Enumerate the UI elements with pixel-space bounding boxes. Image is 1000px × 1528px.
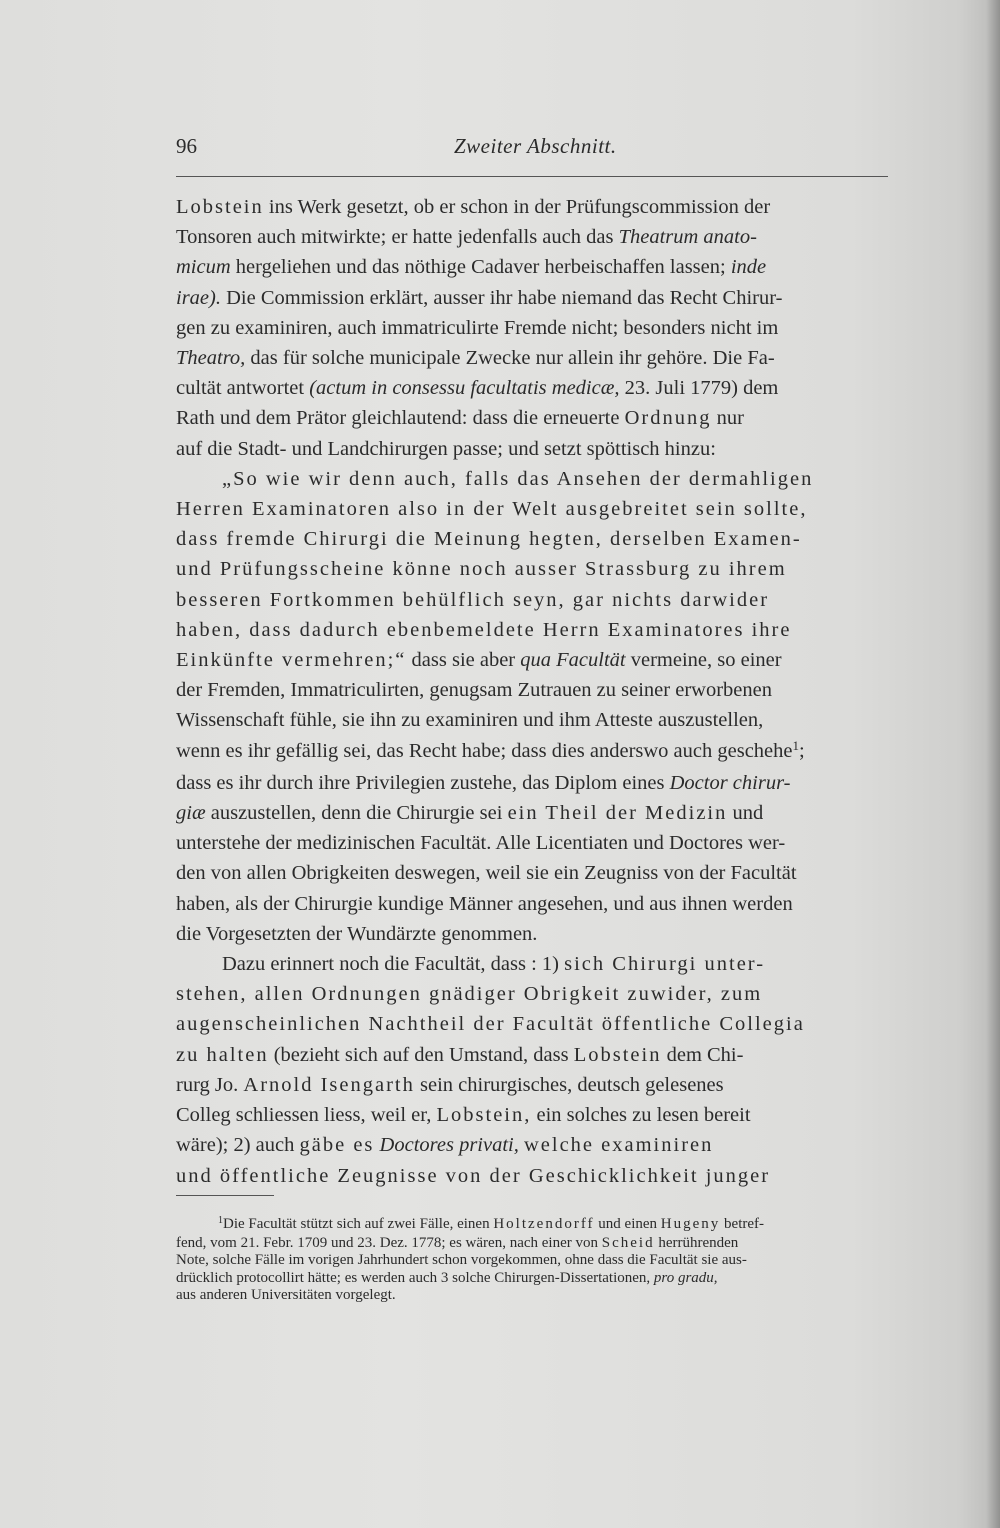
footnote-marker: 1 — [792, 737, 800, 753]
text-line — [176, 1161, 888, 1191]
quote-line — [176, 585, 888, 615]
footnote-run: aus anderen Universitäten vorgelegt. — [176, 1287, 396, 1304]
spaced-phrase: Ordnung — [624, 407, 712, 430]
person-name: Hugeny — [660, 1216, 721, 1232]
italic-phrase: Doctores privati, — [379, 1134, 519, 1157]
text-line — [176, 828, 888, 858]
quote-run: und Prüfungsscheine könne noch ausser Strassburg zu ihrem — [176, 558, 787, 581]
text-line-part — [176, 1040, 743, 1070]
page-edge-shadow — [986, 0, 1000, 1528]
text-run: dass sie aber — [411, 649, 516, 672]
text-run: cultät antwortet — [176, 377, 305, 400]
quote-run: haben, dass dadurch ebenbemeldete Herrn Examinatores ihre — [176, 618, 792, 641]
text-run: den von allen Obrigkeiten deswegen, weil sie ein Zeugniss von der Facultät — [176, 862, 797, 885]
footnote-rule — [176, 1195, 274, 1196]
text-line — [176, 1070, 888, 1100]
text-line-part — [176, 343, 775, 373]
text-line — [176, 313, 888, 343]
text-line — [176, 252, 888, 282]
quote-run: dass fremde Chirurgi die Meinung hegten, derselben Examen- — [176, 528, 802, 551]
spaced-phrase: zu halten — [176, 1043, 269, 1066]
text-line — [176, 705, 888, 735]
text-line — [176, 675, 888, 705]
text-line-part — [176, 1100, 751, 1130]
italic-phrase: Theatro, — [176, 347, 246, 370]
text-line — [176, 768, 888, 798]
body-text — [176, 192, 888, 1191]
text-line — [176, 192, 888, 222]
text-run: wäre); 2) auch — [176, 1134, 295, 1157]
footnote-line — [176, 1235, 888, 1253]
footnote-line-part — [176, 1235, 738, 1253]
page-header — [176, 134, 888, 168]
text-line — [176, 1100, 888, 1130]
text-run: haben, als der Chirurgie kundige Männer angesehen, und aus ihnen werden — [176, 892, 793, 915]
spaced-phrase: sich Chirurgi unter- — [564, 953, 766, 976]
text-line — [176, 858, 888, 888]
text-line-part — [222, 949, 765, 979]
text-line-part — [176, 645, 782, 675]
text-line — [176, 343, 888, 373]
spaced-phrase: Einkünfte vermehren;“ — [176, 649, 407, 672]
text-run: auszustellen, denn die Chirurgie sei — [210, 802, 503, 825]
text-run: nur — [716, 407, 744, 430]
text-line-part — [176, 222, 757, 252]
text-run: unterstehe der medizinischen Facultät. Alle Licentiaten und Doctores wer- — [176, 832, 786, 855]
text-run: Colleg schliessen liess, weil er, — [176, 1104, 432, 1127]
quote-line — [176, 464, 888, 494]
header-rule — [176, 176, 888, 177]
text-line — [176, 1009, 888, 1039]
text-run: dem Chi- — [666, 1043, 744, 1066]
person-name: Arnold Isengarth — [243, 1073, 415, 1096]
text-line-part — [176, 1070, 724, 1100]
text-run: ins Werk gesetzt, ob er schon in der Prüfungscommission der — [268, 196, 771, 218]
footnote-run: betref- — [724, 1216, 764, 1232]
person-name: Lobstein, — [436, 1104, 532, 1127]
text-run: 23. Juli 1779) dem — [624, 377, 779, 400]
text-run: Die Commission erklärt, ausser ihr habe niemand das Recht Chirur- — [226, 286, 783, 309]
quote-line — [176, 615, 888, 645]
text-line-part — [176, 252, 766, 282]
text-run: der Fremden, Immatriculirten, genugsam Zutrauen zu seiner erworbenen — [176, 679, 772, 702]
footnote-run: herrührenden — [658, 1234, 739, 1251]
text-run: sein chirurgisches, deutsch gelesenes — [420, 1073, 724, 1096]
footnote-number: 1 — [218, 1215, 223, 1226]
text-run: gen zu examiniren, auch immatriculirte Fremde nicht; besonders nicht im — [176, 316, 779, 339]
footnote-run: fend, vom 21. Febr. 1709 und 23. Dez. 1778; es wären, nach einer von — [176, 1234, 598, 1251]
italic-phrase: (actum in consessu facultatis medicæ, — [309, 377, 620, 400]
text-line — [176, 373, 888, 403]
person-name: Holtzendorff — [493, 1216, 595, 1232]
italic-phrase: pro gradu, — [653, 1269, 718, 1286]
footnote-run: Die Facultät stützt sich auf zwei Fälle, einen — [223, 1216, 490, 1232]
text-run: rurg Jo. — [176, 1073, 239, 1096]
italic-phrase: giæ — [176, 802, 206, 825]
running-title: Zweiter Abschnitt. — [454, 134, 617, 158]
italic-phrase: Theatrum anato- — [618, 226, 757, 249]
text-run: die Vorgesetzten der Wundärzte genommen. — [176, 922, 538, 945]
text-run: dass es ihr durch ihre Privilegien zustehe, das Diplom eines — [176, 771, 665, 794]
text-line — [176, 434, 888, 464]
quote-run: besseren Fortkommen behülflich seyn, gar nichts darwider — [176, 588, 770, 611]
quote-line — [176, 524, 888, 554]
spaced-phrase: gäbe es — [299, 1134, 375, 1157]
text-line — [176, 1130, 888, 1160]
footnote-line — [176, 1252, 888, 1270]
text-run: Wissenschaft fühle, sie ihn zu examiniren und ihm Atteste auszustellen, — [176, 709, 764, 732]
spaced-phrase: augenscheinlichen Nachtheil der Facultät öffentliche Collegia — [176, 1013, 805, 1036]
spaced-phrase: welche examiniren — [523, 1134, 714, 1157]
text-run: und — [732, 802, 764, 825]
text-run: auf die Stadt- und Landchirurgen passe; und setzt spöttisch hinzu: — [176, 437, 716, 460]
footnote-line — [176, 1287, 888, 1305]
italic-phrase: irae). — [176, 286, 221, 309]
text-run: Rath und dem Prätor gleichlautend: dass die erneuerte — [176, 407, 620, 430]
spaced-phrase: ein Theil der Medizin — [507, 802, 728, 825]
spaced-phrase: stehen, allen Ordnungen gnädiger Obrigkeit zuwider, zum — [176, 983, 763, 1006]
italic-phrase: micum — [176, 256, 231, 279]
person-name: Scheid — [601, 1234, 655, 1251]
italic-phrase: inde — [730, 256, 767, 279]
text-line-part — [176, 403, 744, 433]
text-line — [176, 645, 888, 675]
italic-phrase: Doctor chirur- — [669, 771, 791, 794]
text-line-part — [176, 1130, 713, 1160]
text-line-part — [176, 192, 770, 222]
footnote-line — [176, 1270, 888, 1288]
text-run: vermeine, so einer — [630, 649, 782, 672]
text-line — [176, 736, 888, 768]
text-line — [176, 403, 888, 433]
footnote-run: drücklich protocollirt hätte; es werden auch 3 solche Chirurgen-Dissertationen, — [176, 1269, 651, 1286]
text-line — [176, 949, 888, 979]
italic-phrase: qua Facultät — [520, 649, 626, 672]
footnote-line — [176, 1216, 888, 1235]
quote-line — [176, 554, 888, 584]
footnote-run: Note, solche Fälle im vorigen Jahrhundert schon vorgekommen, ohne dass die Facultät sie aus- — [176, 1252, 747, 1269]
text-line — [176, 979, 888, 1009]
quote-line — [176, 494, 888, 524]
text-line-part — [176, 798, 763, 828]
person-name: Lobstein — [573, 1043, 662, 1066]
text-line-part — [176, 283, 782, 313]
text-line — [176, 889, 888, 919]
text-run: wenn es ihr gefällig sei, das Recht habe; dass dies anderswo auch geschehe — [176, 739, 793, 762]
person-name: Lobstein — [176, 196, 264, 218]
text-run: Tonsoren auch mitwirkte; er hatte jedenfalls auch das — [176, 226, 614, 249]
text-line — [176, 283, 888, 313]
text-line-part — [176, 768, 790, 798]
spaced-phrase: und öffentliche Zeugnisse von der Geschicklichkeit junger — [176, 1164, 771, 1187]
footnote — [176, 1216, 888, 1305]
footnote-line-part — [218, 1216, 764, 1235]
text-line — [176, 1040, 888, 1070]
text-run: ; — [799, 739, 805, 762]
text-run: (bezieht sich auf den Umstand, dass — [273, 1043, 569, 1066]
page-number: 96 — [176, 134, 197, 158]
text-run: Dazu erinnert noch die Facultät, dass : 1) — [222, 953, 559, 976]
text-line — [176, 222, 888, 252]
text-line-part — [176, 736, 805, 768]
footnote-run: und einen — [598, 1216, 658, 1232]
footnote-line-part — [176, 1270, 718, 1288]
quote-run: Herren Examinatoren also in der Welt ausgebreitet sein sollte, — [176, 498, 808, 521]
text-run: das für solche municipale Zwecke nur allein ihr gehöre. Die Fa- — [250, 347, 775, 370]
text-run: ein solches zu lesen bereit — [536, 1104, 751, 1127]
quote-run: „So wie wir denn auch, falls das Ansehen der dermahligen — [222, 467, 814, 490]
text-line-part — [176, 373, 778, 403]
text-line — [176, 798, 888, 828]
text-run: hergeliehen und das nöthige Cadaver herbeischaffen lassen; — [235, 256, 726, 279]
text-line — [176, 919, 888, 949]
